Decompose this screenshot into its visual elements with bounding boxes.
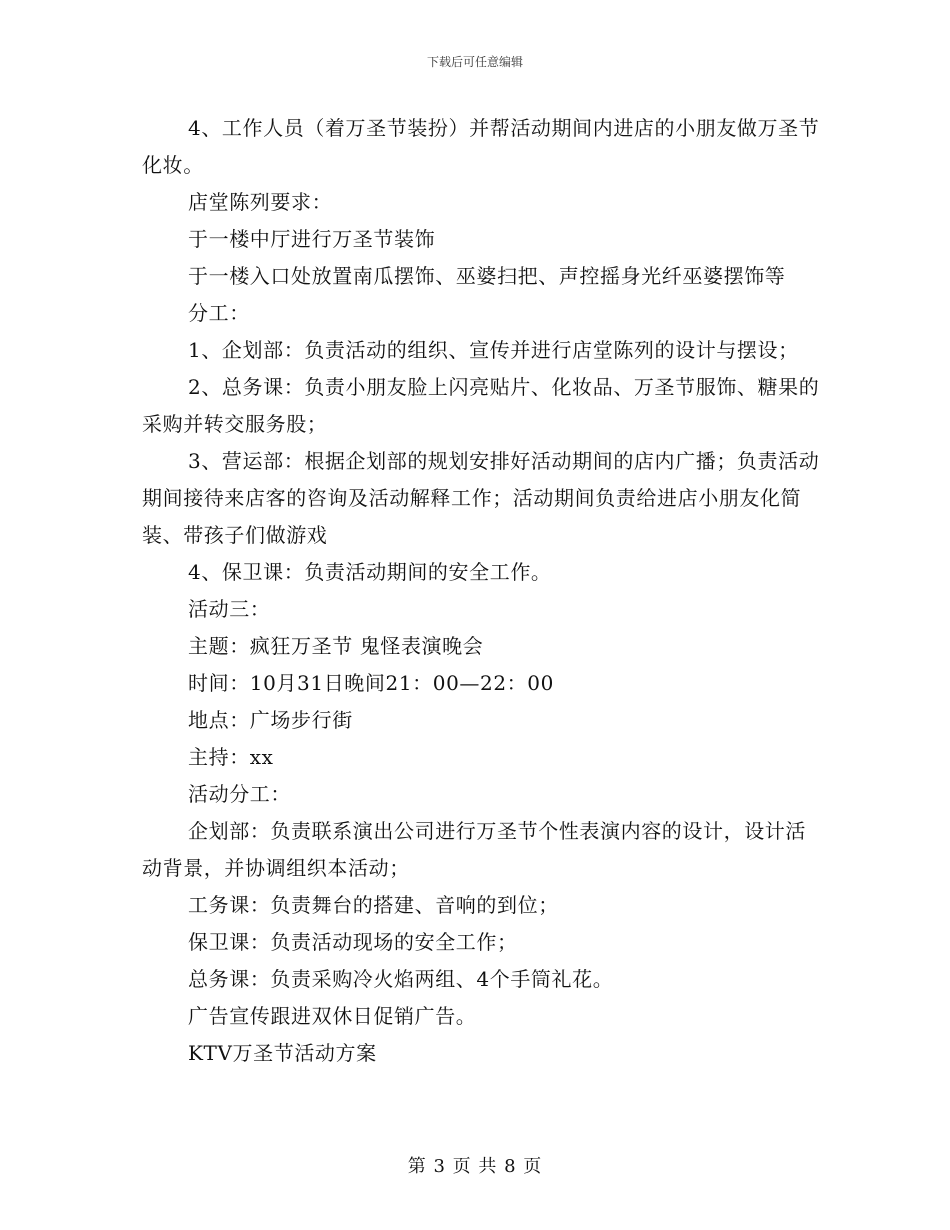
page-header-note: 下载后可任意编辑 <box>426 55 523 69</box>
paragraph: 店堂陈列要求： <box>188 190 333 214</box>
paragraph: KTV万圣节活动方案 <box>188 1041 377 1065</box>
paragraph: 保卫课：负责活动现场的安全工作； <box>188 930 518 954</box>
paragraph: 工务课：负责舞台的搭建、音响的到位； <box>188 893 559 917</box>
paragraph: 1、企划部：负责活动的组织、宣传并进行店堂陈列的设计与摆设； <box>188 338 799 362</box>
paragraph: 时间：10月31日晚间21：00—22：00 <box>188 671 554 695</box>
paragraph: 于一楼中厅进行万圣节装饰 <box>188 227 436 251</box>
paragraph: 地点：广场步行街 <box>188 708 353 732</box>
paragraph: 广告宣传跟进双休日促销广告。 <box>188 1004 477 1028</box>
document-body <box>142 110 822 1072</box>
paragraph: 分工： <box>188 301 250 325</box>
paragraph: 主题：疯狂万圣节 鬼怪表演晚会 <box>188 634 484 658</box>
paragraph: 企划部：负责联系演出公司进行万圣节个性表演内容的设计，设计活动背景，并协调组织本活动； <box>142 819 806 880</box>
paragraph: 2、总务课：负责小朋友脸上闪亮贴片、化妆品、万圣节服饰、糖果的采购并转交服务股； <box>142 375 820 436</box>
paragraph: 4、保卫课：负责活动期间的安全工作。 <box>188 560 552 584</box>
paragraph: 于一楼入口处放置南瓜摆饰、巫婆扫把、声控摇身光纤巫婆摆饰等 <box>188 264 786 288</box>
paragraph: 4、工作人员（着万圣节装扮）并帮活动期间内进店的小朋友做万圣节化妆。 <box>142 116 820 177</box>
paragraph: 总务课：负责采购冷火焰两组、4个手筒礼花。 <box>188 967 614 991</box>
paragraph: 活动分工： <box>188 782 291 806</box>
paragraph: 主持：xx <box>188 745 274 769</box>
page-number: 第 3 页 共 8 页 <box>407 1156 543 1177</box>
paragraph: 活动三： <box>188 597 271 621</box>
paragraph: 3、营运部：根据企划部的规划安排好活动期间的店内广播；负责活动期间接待来店客的咨询及活动解释工作；活动期间负责给进店小朋友化简装、带孩子们做游戏 <box>142 449 820 547</box>
